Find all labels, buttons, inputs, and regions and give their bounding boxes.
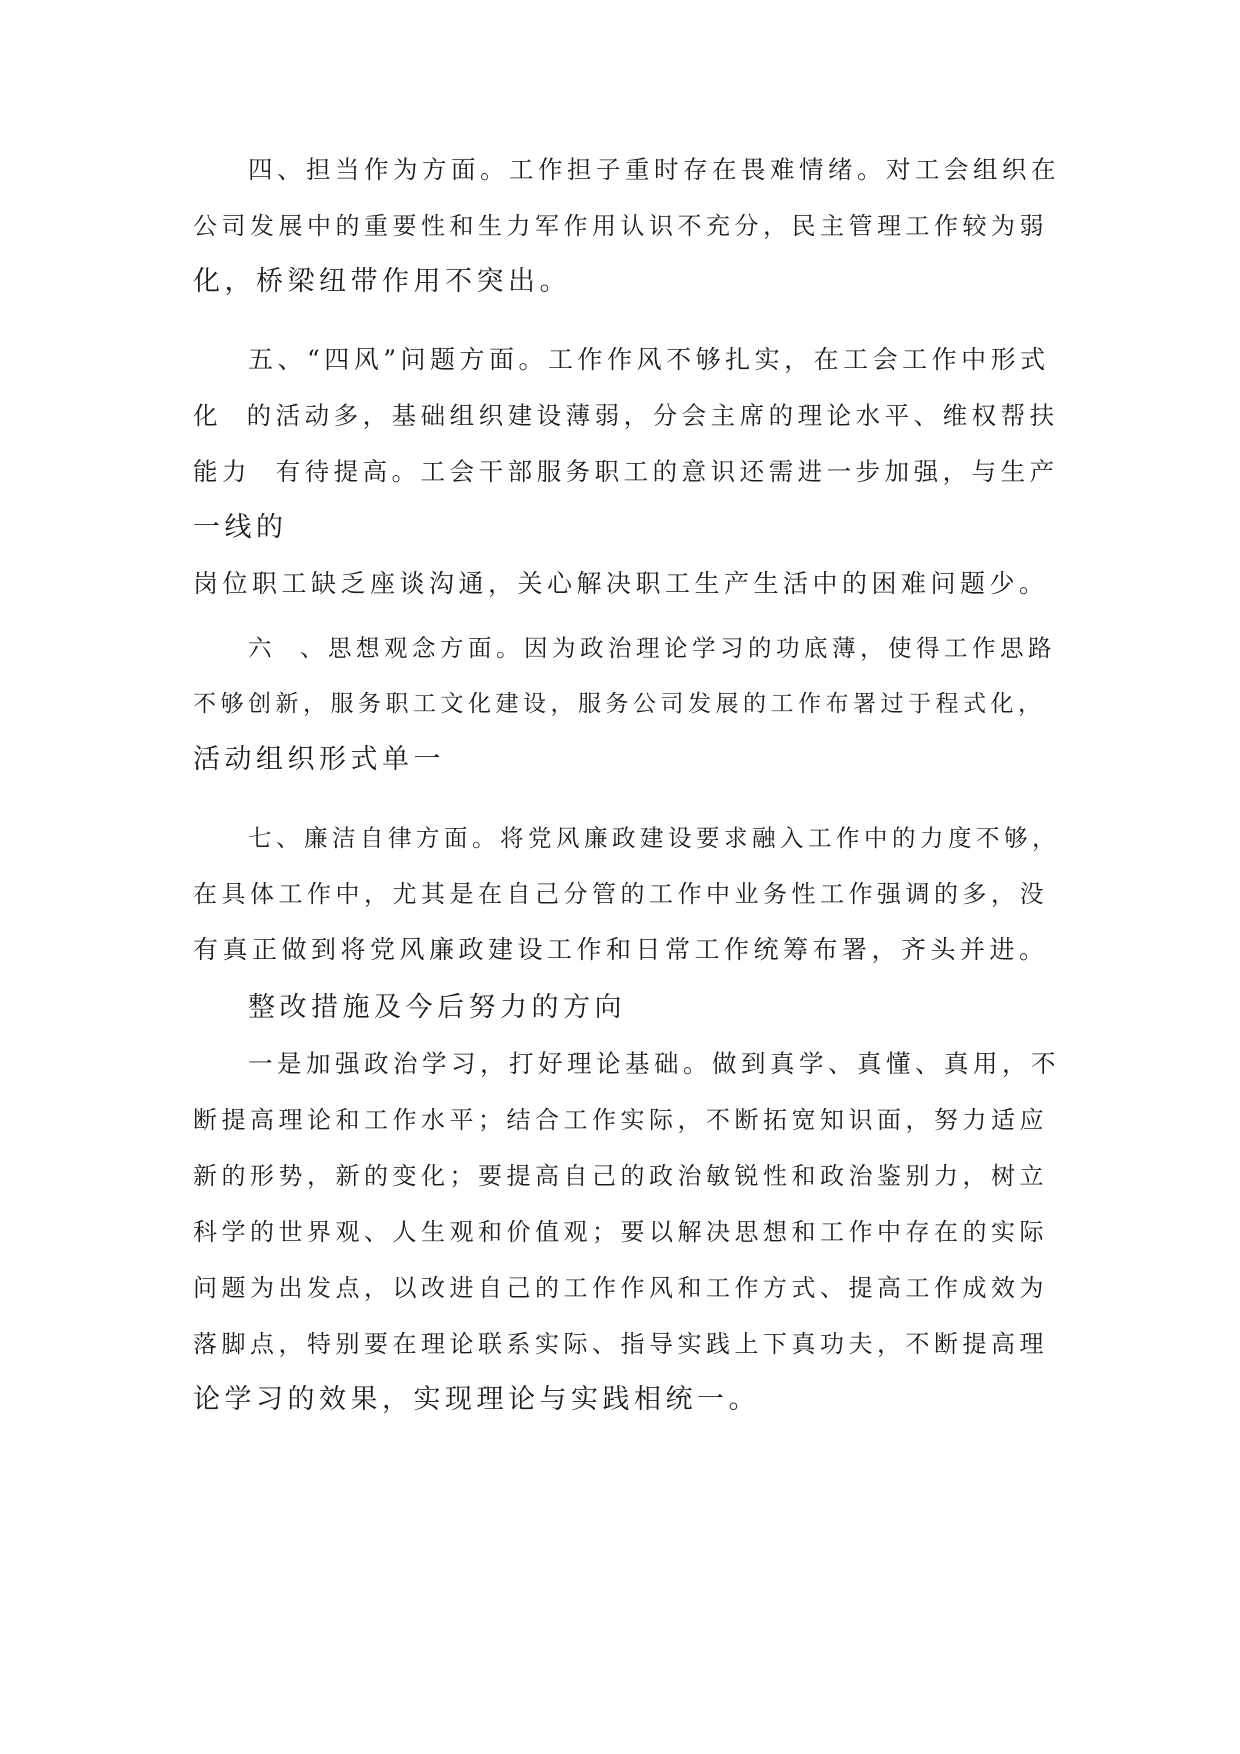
text-line: 新的形势，新的变化；要提高自己的政治敏锐性和政治鉴别力，树立 bbox=[193, 1162, 1048, 1190]
text-line: 七、廉洁自律方面。将党风廉政建设要求融入工作中的力度不够， bbox=[248, 824, 1060, 852]
text-line: 断提高理论和工作水平；结合工作实际，不断拓宽知识面，努力适应 bbox=[193, 1106, 1048, 1134]
text-line: 一是加强政治学习，打好理论基础。做到真学、真懂、真用，不 bbox=[248, 1049, 1060, 1078]
text-line: 科学的世界观、人生观和价值观；要以解决思想和工作中存在的实际 bbox=[193, 1218, 1048, 1246]
text-line: 活动组织形式单一 bbox=[193, 744, 445, 775]
text-line: 六 、思想观念方面。因为政治理论学习的功底薄，使得工作思路 bbox=[248, 634, 1056, 662]
text-line: 五、“四风”问题方面。工作作风不够扎实，在工会工作中形式 bbox=[248, 345, 1050, 374]
text-line: 一线的 bbox=[193, 512, 288, 543]
text-line: 四、担当作为方面。工作担子重时存在畏难情绪。对工会组织在 bbox=[248, 155, 1060, 184]
text-line: 化，桥梁纽带作用不突出。 bbox=[193, 266, 571, 297]
text-line: 落脚点，特别要在理论联系实际、指导实践上下真功夫，不断提高理 bbox=[193, 1330, 1048, 1358]
text-line: 有真正做到将党风廉政建设工作和日常工作统筹布署，齐头并进。 bbox=[193, 935, 1049, 964]
text-line: 岗位职工缺乏座谈沟通，关心解决职工生产生活中的困难问题少。 bbox=[193, 569, 1049, 598]
text-line: 论学习的效果，实现理论与实践相统一。 bbox=[193, 1384, 760, 1415]
text-line: 化 的活动多，基础组织建设薄弱，分会主席的理论水平、维权帮扶 bbox=[193, 401, 1059, 430]
text-line: 能力 有待提高。工会干部服务职工的意识还需进一步加强，与生产 bbox=[193, 457, 1059, 486]
text-line: 问题为出发点，以改进自己的工作作风和工作方式、提高工作成效为 bbox=[193, 1274, 1048, 1302]
text-line: 在具体工作中，尤其是在自己分管的工作中业务性工作强调的多，没 bbox=[193, 880, 1048, 908]
text-line: 不够创新，服务职工文化建设，服务公司发展的工作布署过于程式化， bbox=[193, 691, 1046, 717]
text-line: 公司发展中的重要性和生力军作用认识不充分，民主管理工作较为弱 bbox=[193, 212, 1048, 240]
section-heading: 整改措施及今后努力的方向 bbox=[248, 992, 626, 1023]
